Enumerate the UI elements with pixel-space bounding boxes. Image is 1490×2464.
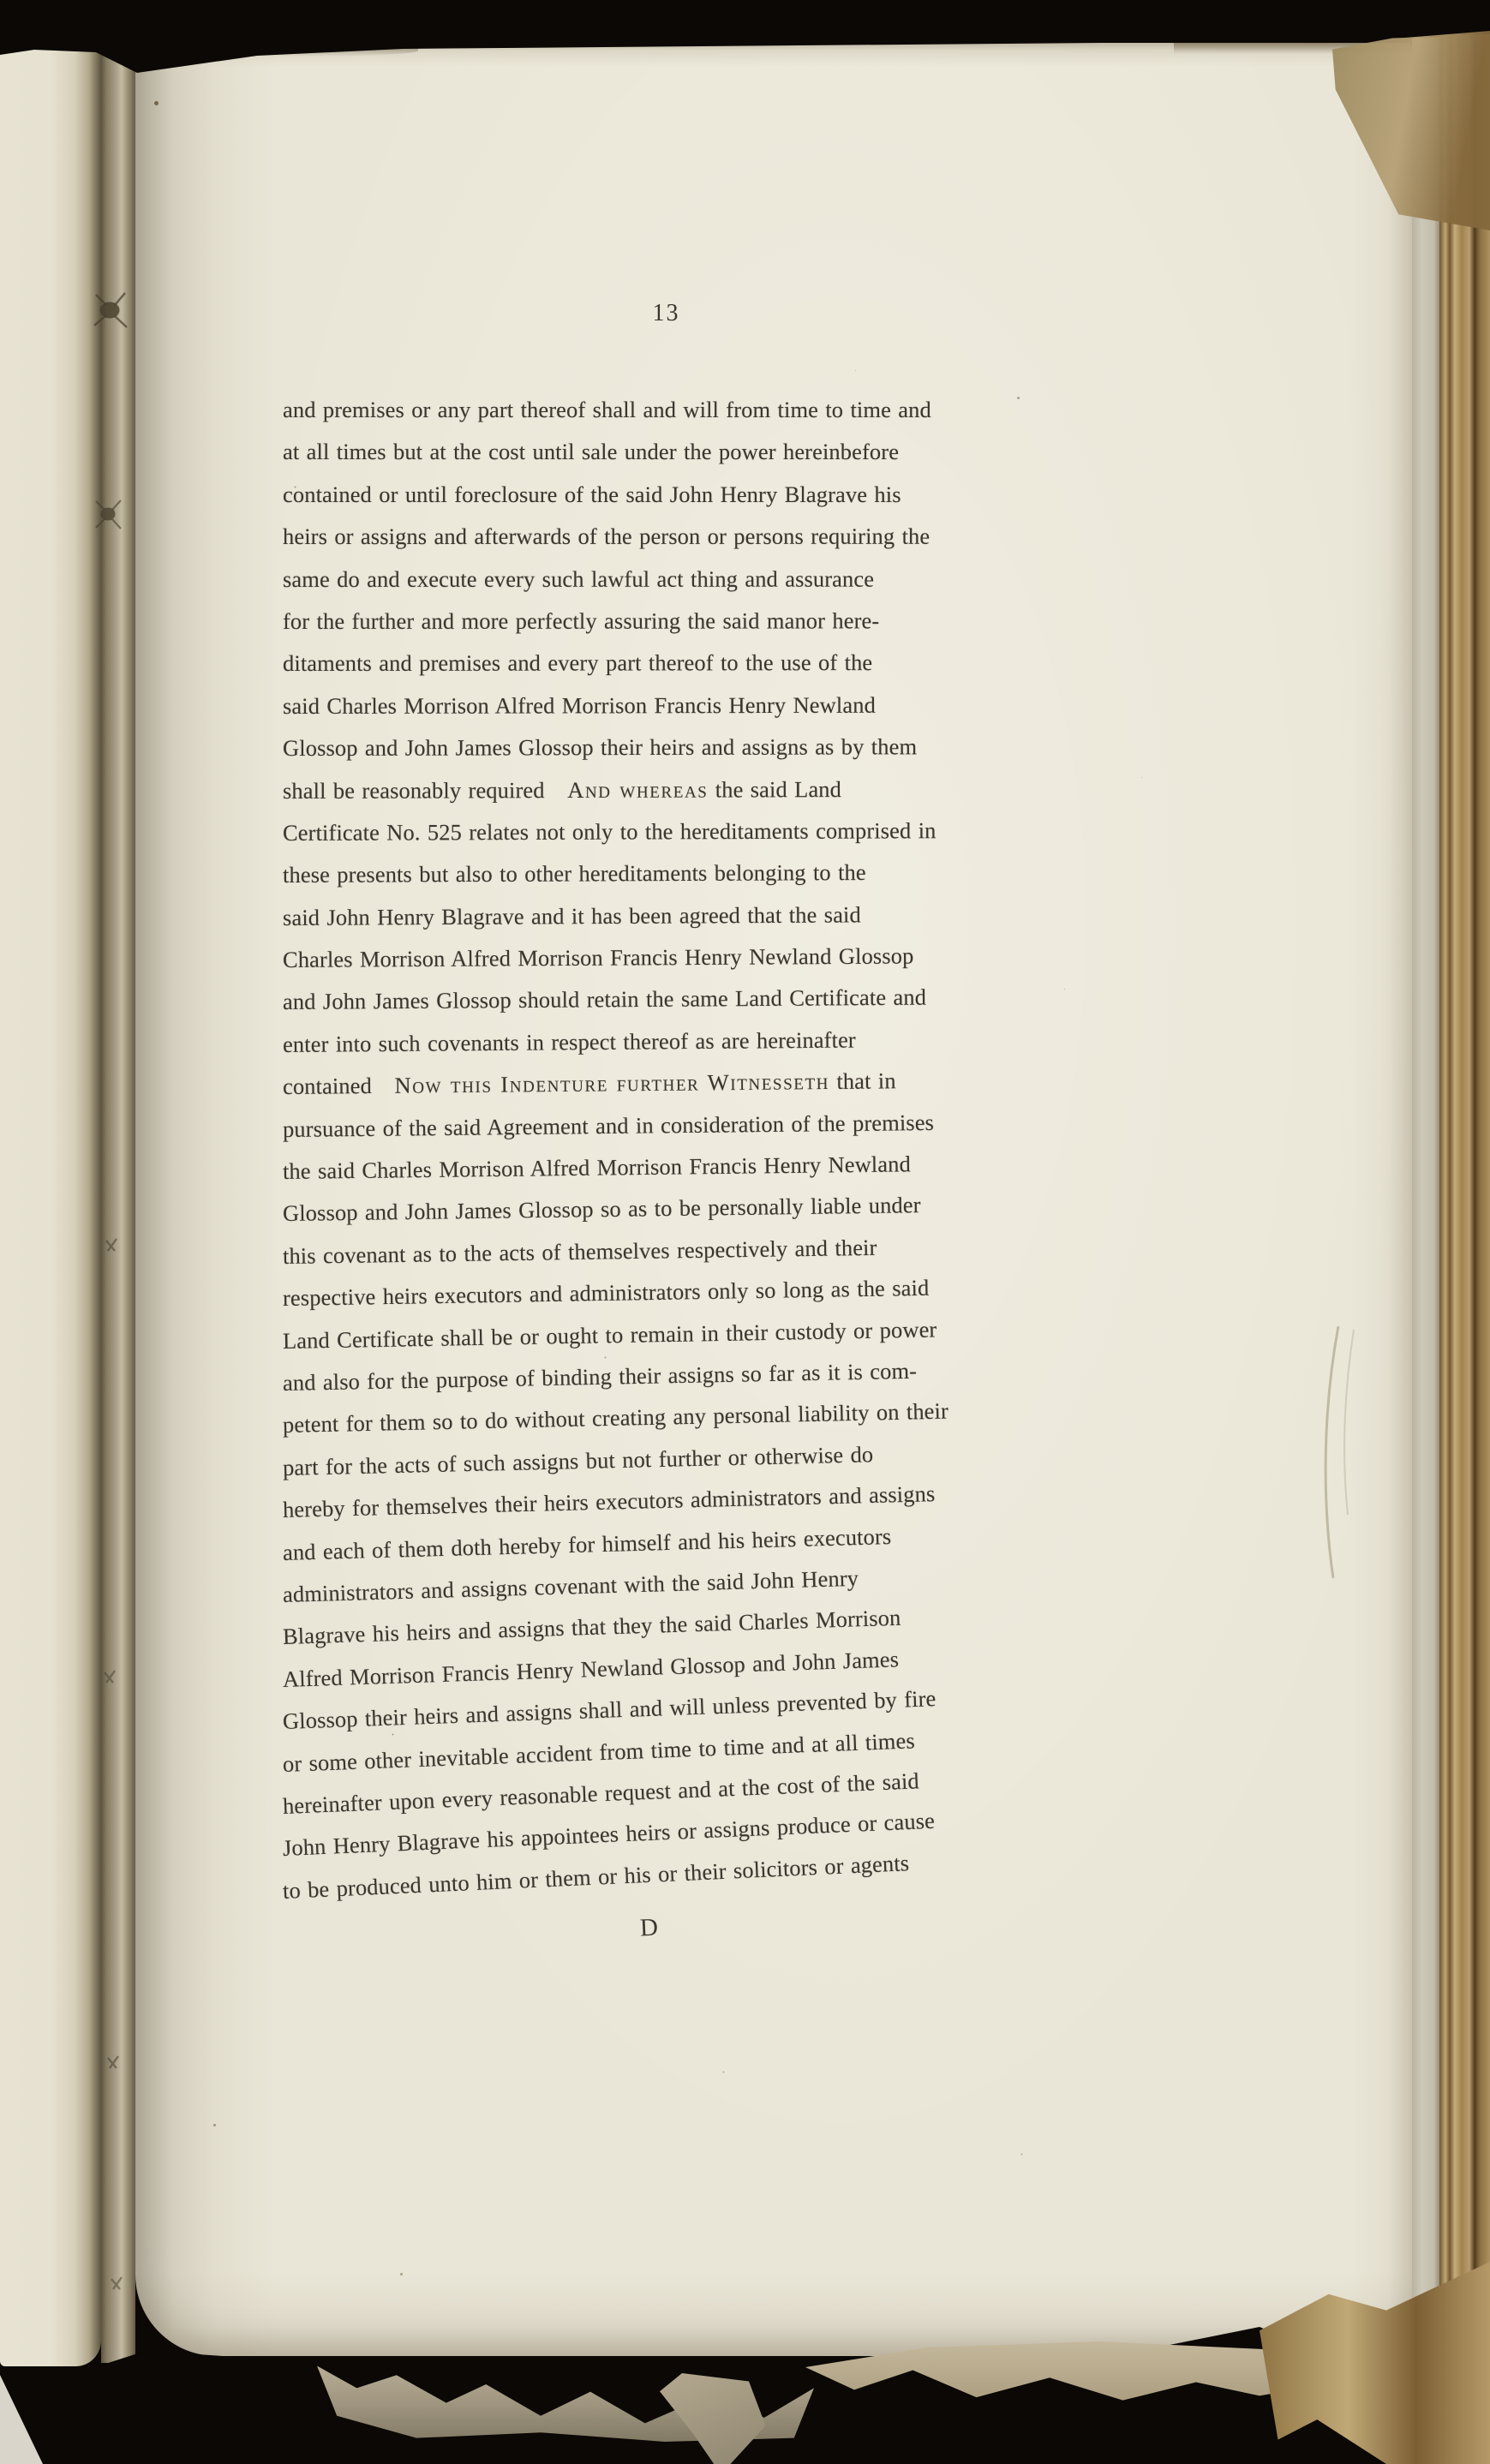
text-line-4 bbox=[283, 516, 1058, 559]
text-segment: this covenant as to the acts of themselves respectively and their bbox=[282, 1234, 877, 1269]
text-segment: respective heirs executors and administrators only so long as the said bbox=[282, 1275, 930, 1312]
smallcaps-phrase: And whereas bbox=[567, 776, 709, 803]
text-line-12 bbox=[283, 851, 1058, 896]
page-edge-pale-strip bbox=[1412, 38, 1439, 2361]
facing-page-edge bbox=[0, 48, 101, 2366]
text-segment: hereby for themselves their heirs executors administrators and assigns bbox=[282, 1480, 936, 1523]
text-line-10 bbox=[283, 768, 1058, 812]
text-segment: and also for the purpose of binding their assigns so far as it is com- bbox=[282, 1357, 918, 1396]
text-segment: that in bbox=[829, 1068, 896, 1095]
text-segment: ditaments and premises and every part thereof to the use of the bbox=[282, 649, 873, 677]
text-segment: enter into such covenants in respect thereof as are hereinafter bbox=[282, 1026, 856, 1057]
text-segment: Glossop and John James Glossop their heirs and assigns as by them bbox=[282, 733, 918, 762]
text-segment: part for the acts of such assigns but not further or otherwise do bbox=[282, 1440, 874, 1480]
text-line-3 bbox=[283, 474, 1058, 517]
text-segment: said Charles Morrison Alfred Morrison Francis Henry Newland bbox=[282, 691, 876, 719]
text-segment: John Henry Blagrave his appointees heirs or assigns produce or cause bbox=[282, 1808, 936, 1862]
text-line-14 bbox=[283, 934, 1058, 981]
text-line-13 bbox=[283, 893, 1058, 939]
text-segment: hereinafter upon every reasonable request and at the cost of the said bbox=[282, 1767, 920, 1819]
text-line-6 bbox=[283, 600, 1058, 643]
text-line-9 bbox=[283, 726, 1058, 770]
text-segment: Alfred Morrison Francis Henry Newland Glossop and John James bbox=[282, 1646, 900, 1692]
text-line-15 bbox=[283, 976, 1058, 1024]
text-segment: shall be reasonably required bbox=[282, 776, 568, 804]
text-segment: the said Charles Morrison Alfred Morrison Francis Henry Newland bbox=[282, 1151, 912, 1185]
text-segment: Glossop and John James Glossop so as to be personally liable under bbox=[282, 1192, 921, 1227]
page-edges-stack bbox=[1439, 34, 1490, 2433]
text-line-16 bbox=[283, 1017, 1058, 1066]
text-segment: to be produced unto him or them or his or their solicitors or agents bbox=[282, 1849, 910, 1904]
text-line-7 bbox=[283, 642, 1058, 685]
text-segment: contained bbox=[282, 1073, 395, 1100]
text-segment: Glossop their heirs and assigns shall and will unless prevented by fire bbox=[282, 1685, 936, 1735]
smallcaps-phrase: Now this Indenture further Witnesseth bbox=[394, 1068, 830, 1099]
text-segment: contained or until foreclosure of the said John Henry Blagrave his bbox=[282, 481, 901, 507]
text-segment: said John Henry Blagrave and it has been agreed that the said bbox=[282, 901, 861, 930]
paper-specks bbox=[154, 101, 159, 105]
text-segment: these presents but also to other hereditaments belonging to the bbox=[282, 859, 866, 888]
text-segment: or some other inevitable accident from time to time and at all times bbox=[282, 1726, 916, 1777]
text-segment: the said Land bbox=[708, 775, 842, 803]
text-segment: Charles Morrison Alfred Morrison Francis Henry Newland Glossop bbox=[282, 942, 914, 973]
book-page bbox=[135, 43, 1414, 2356]
text-segment: petent for them so to do without creating any personal liability on their bbox=[282, 1397, 949, 1438]
book-gutter bbox=[101, 50, 135, 2363]
text-segment: pursuance of the said Agreement and in consideration of the premises bbox=[282, 1109, 935, 1142]
text-segment: and John James Glossop should retain the same Land Certificate and bbox=[282, 984, 927, 1015]
text-line-2 bbox=[283, 431, 1058, 473]
text-segment: heirs or assigns and afterwards of the person or persons requiring the bbox=[282, 523, 931, 550]
text-block bbox=[283, 389, 1058, 1912]
text-line-5 bbox=[283, 558, 1058, 601]
text-segment: same do and execute every such lawful act thing and assurance bbox=[282, 565, 875, 592]
text-segment: Land Certificate shall be or ought to remain in their custody or power bbox=[282, 1316, 937, 1354]
page-number: 13 bbox=[652, 300, 680, 326]
text-segment: Blagrave his heirs and assigns that they the said Charles Morrison bbox=[282, 1605, 901, 1650]
text-line-8 bbox=[283, 684, 1058, 727]
text-line-1 bbox=[283, 389, 1058, 431]
text-segment: administrators and assigns covenant with the said John Henry bbox=[282, 1564, 859, 1607]
text-line-11 bbox=[283, 810, 1058, 855]
text-segment: Certificate No. 525 relates not only to the hereditaments comprised in bbox=[282, 817, 936, 846]
text-segment: and each of them doth hereby for himself and his heirs executors bbox=[282, 1522, 892, 1565]
text-segment: at all times but at the cost until sale under the power hereinbefore bbox=[282, 439, 900, 465]
text-segment: and premises or any part thereof shall and will from time to time and bbox=[283, 397, 931, 422]
text-segment: for the further and more perfectly assuring the said manor here- bbox=[282, 607, 880, 634]
signature-mark: D bbox=[639, 1913, 659, 1942]
